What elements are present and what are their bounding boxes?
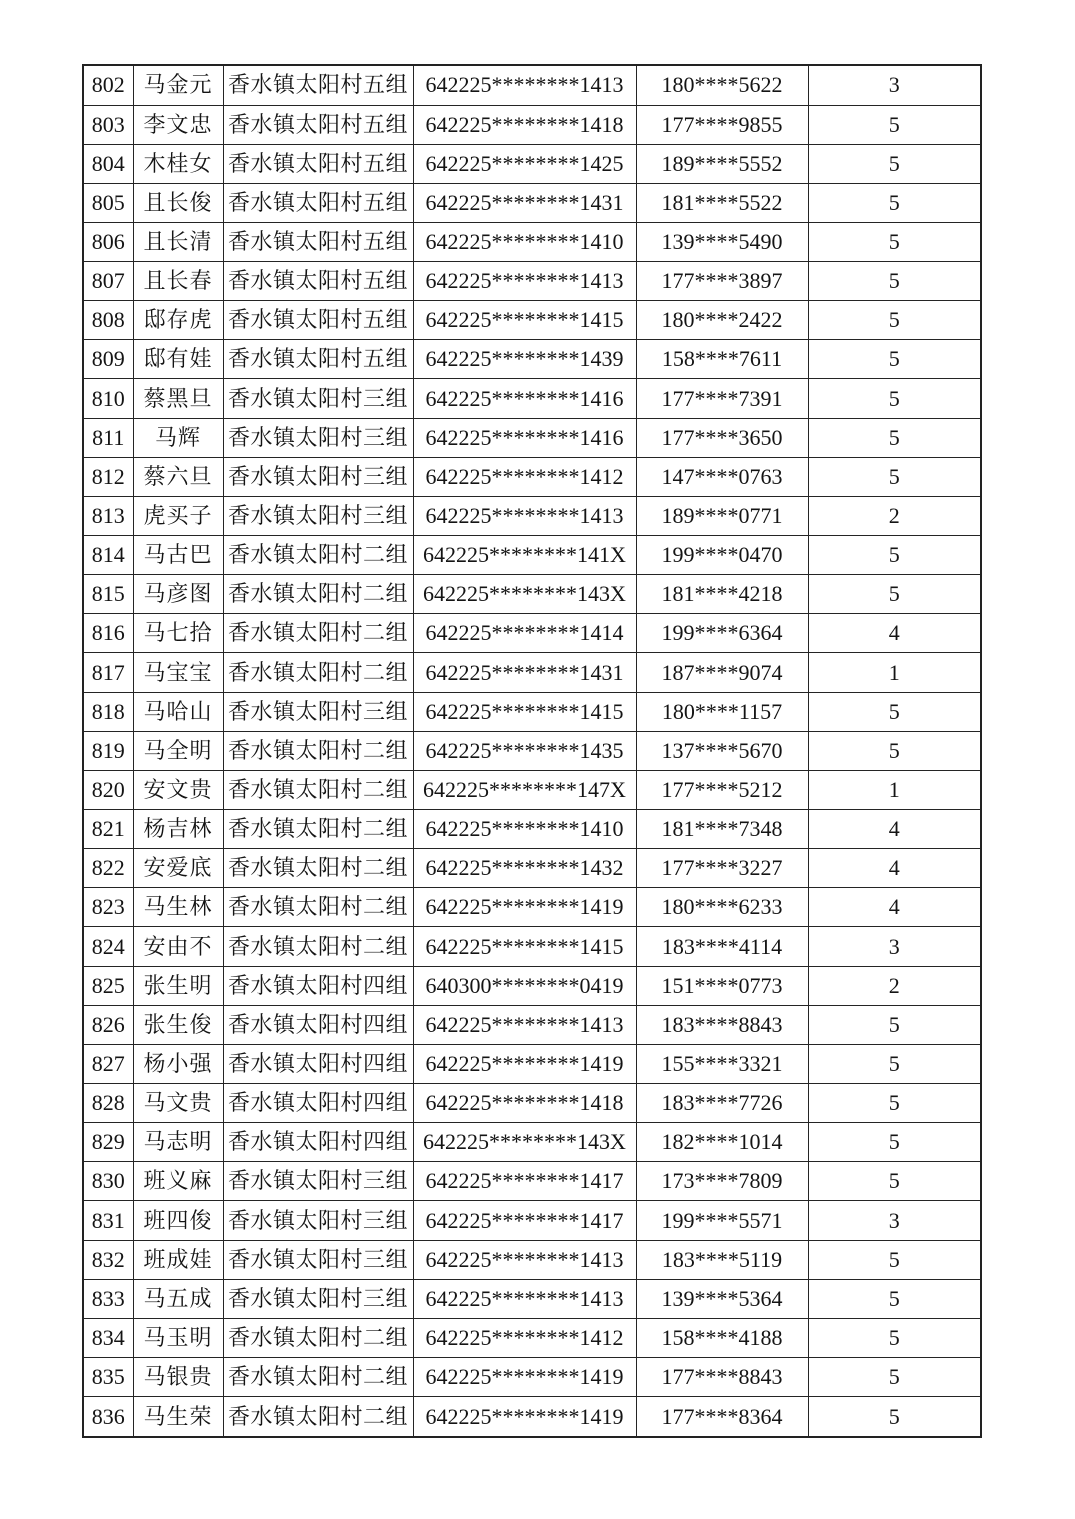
- cell-phone: 158****7611: [636, 340, 808, 379]
- table-row: [83, 614, 981, 653]
- cell-no: 818: [83, 692, 133, 731]
- cell-count: 2: [808, 496, 981, 535]
- cell-name: 马古巴: [133, 536, 223, 575]
- cell-count: 5: [808, 536, 981, 575]
- cell-no: 823: [83, 888, 133, 927]
- cell-id-number: 642225********1414: [413, 614, 636, 653]
- cell-phone: 177****8843: [636, 1358, 808, 1397]
- table-row: [83, 144, 981, 183]
- cell-count: 5: [808, 301, 981, 340]
- table-row: [83, 496, 981, 535]
- cell-name: 班四俊: [133, 1201, 223, 1240]
- cell-phone: 199****6364: [636, 614, 808, 653]
- table-row: [83, 1397, 981, 1437]
- cell-id-number: 642225********1416: [413, 418, 636, 457]
- cell-phone: 180****2422: [636, 301, 808, 340]
- cell-no: 825: [83, 966, 133, 1005]
- cell-count: 5: [808, 1084, 981, 1123]
- table-row: [83, 849, 981, 888]
- cell-phone: 180****1157: [636, 692, 808, 731]
- cell-name: 蔡黑旦: [133, 379, 223, 418]
- cell-id-number: 642225********1413: [413, 1279, 636, 1318]
- table-row: [83, 1358, 981, 1397]
- table-row: [83, 966, 981, 1005]
- cell-id-number: 642225********141X: [413, 536, 636, 575]
- cell-count: 5: [808, 1358, 981, 1397]
- cell-no: 824: [83, 927, 133, 966]
- cell-no: 817: [83, 653, 133, 692]
- cell-address: 香水镇太阳村五组: [223, 301, 413, 340]
- cell-phone: 173****7809: [636, 1162, 808, 1201]
- table-row: [83, 1123, 981, 1162]
- cell-no: 804: [83, 144, 133, 183]
- table-row: [83, 262, 981, 301]
- cell-phone: 155****3321: [636, 1044, 808, 1083]
- cell-id-number: 642225********1413: [413, 1240, 636, 1279]
- cell-address: 香水镇太阳村二组: [223, 536, 413, 575]
- cell-count: 4: [808, 849, 981, 888]
- cell-id-number: 642225********1439: [413, 340, 636, 379]
- roster-table: [82, 64, 982, 1438]
- cell-address: 香水镇太阳村五组: [223, 105, 413, 144]
- cell-id-number: 640300********0419: [413, 966, 636, 1005]
- cell-count: 4: [808, 810, 981, 849]
- cell-address: 香水镇太阳村二组: [223, 653, 413, 692]
- cell-phone: 182****1014: [636, 1123, 808, 1162]
- cell-phone: 147****0763: [636, 457, 808, 496]
- cell-no: 822: [83, 849, 133, 888]
- cell-id-number: 642225********1418: [413, 105, 636, 144]
- cell-id-number: 642225********1413: [413, 1005, 636, 1044]
- cell-phone: 183****5119: [636, 1240, 808, 1279]
- cell-no: 830: [83, 1162, 133, 1201]
- cell-address: 香水镇太阳村三组: [223, 457, 413, 496]
- cell-name: 马全明: [133, 731, 223, 770]
- cell-phone: 177****7391: [636, 379, 808, 418]
- cell-phone: 183****7726: [636, 1084, 808, 1123]
- cell-id-number: 642225********1410: [413, 222, 636, 261]
- cell-no: 811: [83, 418, 133, 457]
- cell-phone: 177****9855: [636, 105, 808, 144]
- cell-name: 马志明: [133, 1123, 223, 1162]
- table-row: [83, 1005, 981, 1044]
- cell-address: 香水镇太阳村二组: [223, 888, 413, 927]
- cell-no: 833: [83, 1279, 133, 1318]
- cell-name: 且长清: [133, 222, 223, 261]
- table-row: [83, 418, 981, 457]
- cell-address: 香水镇太阳村三组: [223, 692, 413, 731]
- cell-id-number: 642225********1432: [413, 849, 636, 888]
- cell-id-number: 642225********1416: [413, 379, 636, 418]
- cell-count: 5: [808, 1044, 981, 1083]
- table-row: [83, 1318, 981, 1357]
- cell-name: 且长俊: [133, 183, 223, 222]
- cell-name: 马彦图: [133, 575, 223, 614]
- table-row: [83, 1044, 981, 1083]
- cell-no: 810: [83, 379, 133, 418]
- table-row: [83, 927, 981, 966]
- table-row: [83, 340, 981, 379]
- cell-address: 香水镇太阳村二组: [223, 614, 413, 653]
- cell-name: 马辉: [133, 418, 223, 457]
- cell-name: 安文贵: [133, 770, 223, 809]
- cell-no: 806: [83, 222, 133, 261]
- cell-phone: 187****9074: [636, 653, 808, 692]
- table-row: [83, 1162, 981, 1201]
- cell-address: 香水镇太阳村四组: [223, 1084, 413, 1123]
- cell-count: 3: [808, 65, 981, 105]
- cell-count: 5: [808, 222, 981, 261]
- table-row: [83, 105, 981, 144]
- cell-address: 香水镇太阳村二组: [223, 1358, 413, 1397]
- table-row: [83, 1201, 981, 1240]
- cell-phone: 158****4188: [636, 1318, 808, 1357]
- cell-phone: 181****5522: [636, 183, 808, 222]
- cell-no: 829: [83, 1123, 133, 1162]
- cell-count: 5: [808, 105, 981, 144]
- cell-id-number: 642225********1435: [413, 731, 636, 770]
- cell-phone: 189****0771: [636, 496, 808, 535]
- cell-address: 香水镇太阳村四组: [223, 1123, 413, 1162]
- cell-address: 香水镇太阳村二组: [223, 849, 413, 888]
- cell-name: 马宝宝: [133, 653, 223, 692]
- cell-name: 安爱底: [133, 849, 223, 888]
- cell-phone: 189****5552: [636, 144, 808, 183]
- cell-id-number: 642225********1431: [413, 183, 636, 222]
- cell-name: 邸存虎: [133, 301, 223, 340]
- cell-no: 835: [83, 1358, 133, 1397]
- cell-count: 5: [808, 457, 981, 496]
- cell-name: 虎买子: [133, 496, 223, 535]
- cell-address: 香水镇太阳村四组: [223, 966, 413, 1005]
- cell-address: 香水镇太阳村二组: [223, 927, 413, 966]
- cell-no: 821: [83, 810, 133, 849]
- cell-count: 5: [808, 692, 981, 731]
- cell-id-number: 642225********1417: [413, 1201, 636, 1240]
- cell-name: 马生荣: [133, 1397, 223, 1437]
- cell-id-number: 642225********1425: [413, 144, 636, 183]
- cell-count: 3: [808, 1201, 981, 1240]
- table-row: [83, 536, 981, 575]
- cell-name: 马文贵: [133, 1084, 223, 1123]
- cell-name: 张生俊: [133, 1005, 223, 1044]
- cell-id-number: 642225********1410: [413, 810, 636, 849]
- cell-name: 蔡六旦: [133, 457, 223, 496]
- cell-phone: 199****5571: [636, 1201, 808, 1240]
- cell-count: 5: [808, 418, 981, 457]
- cell-phone: 137****5670: [636, 731, 808, 770]
- table-row: [83, 1084, 981, 1123]
- cell-id-number: 642225********1413: [413, 262, 636, 301]
- cell-address: 香水镇太阳村三组: [223, 496, 413, 535]
- cell-address: 香水镇太阳村三组: [223, 1279, 413, 1318]
- cell-address: 香水镇太阳村五组: [223, 340, 413, 379]
- cell-count: 5: [808, 1123, 981, 1162]
- cell-count: 5: [808, 1318, 981, 1357]
- cell-no: 813: [83, 496, 133, 535]
- table-row: [83, 810, 981, 849]
- cell-name: 李文忠: [133, 105, 223, 144]
- cell-no: 802: [83, 65, 133, 105]
- cell-address: 香水镇太阳村五组: [223, 144, 413, 183]
- cell-phone: 181****7348: [636, 810, 808, 849]
- cell-id-number: 642225********1413: [413, 65, 636, 105]
- cell-count: 1: [808, 770, 981, 809]
- cell-no: 809: [83, 340, 133, 379]
- cell-no: 827: [83, 1044, 133, 1083]
- cell-name: 马玉明: [133, 1318, 223, 1357]
- cell-count: 5: [808, 575, 981, 614]
- cell-id-number: 642225********1431: [413, 653, 636, 692]
- cell-count: 1: [808, 653, 981, 692]
- cell-address: 香水镇太阳村四组: [223, 1005, 413, 1044]
- cell-count: 5: [808, 1240, 981, 1279]
- cell-phone: 180****6233: [636, 888, 808, 927]
- cell-address: 香水镇太阳村三组: [223, 1240, 413, 1279]
- cell-phone: 177****8364: [636, 1397, 808, 1437]
- cell-address: 香水镇太阳村二组: [223, 1397, 413, 1437]
- cell-phone: 183****4114: [636, 927, 808, 966]
- table-row: [83, 1240, 981, 1279]
- cell-id-number: 642225********1417: [413, 1162, 636, 1201]
- cell-no: 803: [83, 105, 133, 144]
- cell-count: 5: [808, 262, 981, 301]
- table-row: [83, 575, 981, 614]
- cell-count: 5: [808, 1005, 981, 1044]
- cell-id-number: 642225********143X: [413, 575, 636, 614]
- cell-phone: 180****5622: [636, 65, 808, 105]
- cell-no: 836: [83, 1397, 133, 1437]
- cell-id-number: 642225********1413: [413, 496, 636, 535]
- cell-no: 820: [83, 770, 133, 809]
- cell-count: 5: [808, 183, 981, 222]
- cell-count: 5: [808, 1279, 981, 1318]
- cell-id-number: 642225********147X: [413, 770, 636, 809]
- roster-body: [83, 65, 981, 1437]
- cell-address: 香水镇太阳村二组: [223, 1318, 413, 1357]
- cell-id-number: 642225********143X: [413, 1123, 636, 1162]
- cell-no: 832: [83, 1240, 133, 1279]
- cell-id-number: 642225********1412: [413, 457, 636, 496]
- cell-count: 5: [808, 731, 981, 770]
- cell-name: 安由不: [133, 927, 223, 966]
- table-row: [83, 301, 981, 340]
- cell-phone: 151****0773: [636, 966, 808, 1005]
- cell-id-number: 642225********1418: [413, 1084, 636, 1123]
- cell-address: 香水镇太阳村三组: [223, 1201, 413, 1240]
- cell-address: 香水镇太阳村二组: [223, 575, 413, 614]
- table-row: [83, 183, 981, 222]
- cell-name: 马银贵: [133, 1358, 223, 1397]
- cell-name: 邸有娃: [133, 340, 223, 379]
- cell-name: 马五成: [133, 1279, 223, 1318]
- cell-count: 5: [808, 1397, 981, 1437]
- cell-no: 819: [83, 731, 133, 770]
- cell-address: 香水镇太阳村二组: [223, 770, 413, 809]
- table-row: [83, 888, 981, 927]
- cell-no: 808: [83, 301, 133, 340]
- cell-no: 812: [83, 457, 133, 496]
- cell-name: 班义麻: [133, 1162, 223, 1201]
- cell-no: 814: [83, 536, 133, 575]
- cell-phone: 139****5490: [636, 222, 808, 261]
- cell-no: 834: [83, 1318, 133, 1357]
- cell-count: 2: [808, 966, 981, 1005]
- cell-name: 木桂女: [133, 144, 223, 183]
- cell-phone: 199****0470: [636, 536, 808, 575]
- cell-id-number: 642225********1419: [413, 1397, 636, 1437]
- cell-address: 香水镇太阳村二组: [223, 731, 413, 770]
- cell-count: 3: [808, 927, 981, 966]
- cell-id-number: 642225********1412: [413, 1318, 636, 1357]
- cell-address: 香水镇太阳村五组: [223, 65, 413, 105]
- table-row: [83, 65, 981, 105]
- cell-id-number: 642225********1419: [413, 1358, 636, 1397]
- cell-name: 且长春: [133, 262, 223, 301]
- cell-name: 张生明: [133, 966, 223, 1005]
- cell-name: 马七拾: [133, 614, 223, 653]
- cell-name: 马生林: [133, 888, 223, 927]
- cell-no: 831: [83, 1201, 133, 1240]
- cell-phone: 183****8843: [636, 1005, 808, 1044]
- table-row: [83, 692, 981, 731]
- cell-address: 香水镇太阳村五组: [223, 222, 413, 261]
- cell-address: 香水镇太阳村五组: [223, 183, 413, 222]
- cell-address: 香水镇太阳村三组: [223, 1162, 413, 1201]
- cell-address: 香水镇太阳村四组: [223, 1044, 413, 1083]
- cell-no: 826: [83, 1005, 133, 1044]
- cell-id-number: 642225********1419: [413, 1044, 636, 1083]
- table-row: [83, 653, 981, 692]
- cell-count: 4: [808, 888, 981, 927]
- cell-count: 5: [808, 379, 981, 418]
- cell-count: 5: [808, 1162, 981, 1201]
- cell-count: 5: [808, 340, 981, 379]
- cell-name: 杨小强: [133, 1044, 223, 1083]
- table-row: [83, 1279, 981, 1318]
- cell-phone: 177****3897: [636, 262, 808, 301]
- cell-no: 805: [83, 183, 133, 222]
- cell-phone: 177****3227: [636, 849, 808, 888]
- table-row: [83, 379, 981, 418]
- table-row: [83, 222, 981, 261]
- cell-id-number: 642225********1419: [413, 888, 636, 927]
- cell-count: 4: [808, 614, 981, 653]
- cell-address: 香水镇太阳村五组: [223, 262, 413, 301]
- cell-phone: 177****3650: [636, 418, 808, 457]
- cell-phone: 181****4218: [636, 575, 808, 614]
- cell-no: 807: [83, 262, 133, 301]
- table-row: [83, 770, 981, 809]
- cell-address: 香水镇太阳村三组: [223, 418, 413, 457]
- cell-no: 815: [83, 575, 133, 614]
- cell-name: 杨吉林: [133, 810, 223, 849]
- cell-phone: 139****5364: [636, 1279, 808, 1318]
- cell-id-number: 642225********1415: [413, 927, 636, 966]
- cell-phone: 177****5212: [636, 770, 808, 809]
- cell-id-number: 642225********1415: [413, 692, 636, 731]
- table-row: [83, 457, 981, 496]
- cell-name: 马哈山: [133, 692, 223, 731]
- cell-count: 5: [808, 144, 981, 183]
- cell-no: 828: [83, 1084, 133, 1123]
- table-row: [83, 731, 981, 770]
- cell-name: 班成娃: [133, 1240, 223, 1279]
- cell-name: 马金元: [133, 65, 223, 105]
- cell-no: 816: [83, 614, 133, 653]
- cell-id-number: 642225********1415: [413, 301, 636, 340]
- cell-address: 香水镇太阳村三组: [223, 379, 413, 418]
- cell-address: 香水镇太阳村二组: [223, 810, 413, 849]
